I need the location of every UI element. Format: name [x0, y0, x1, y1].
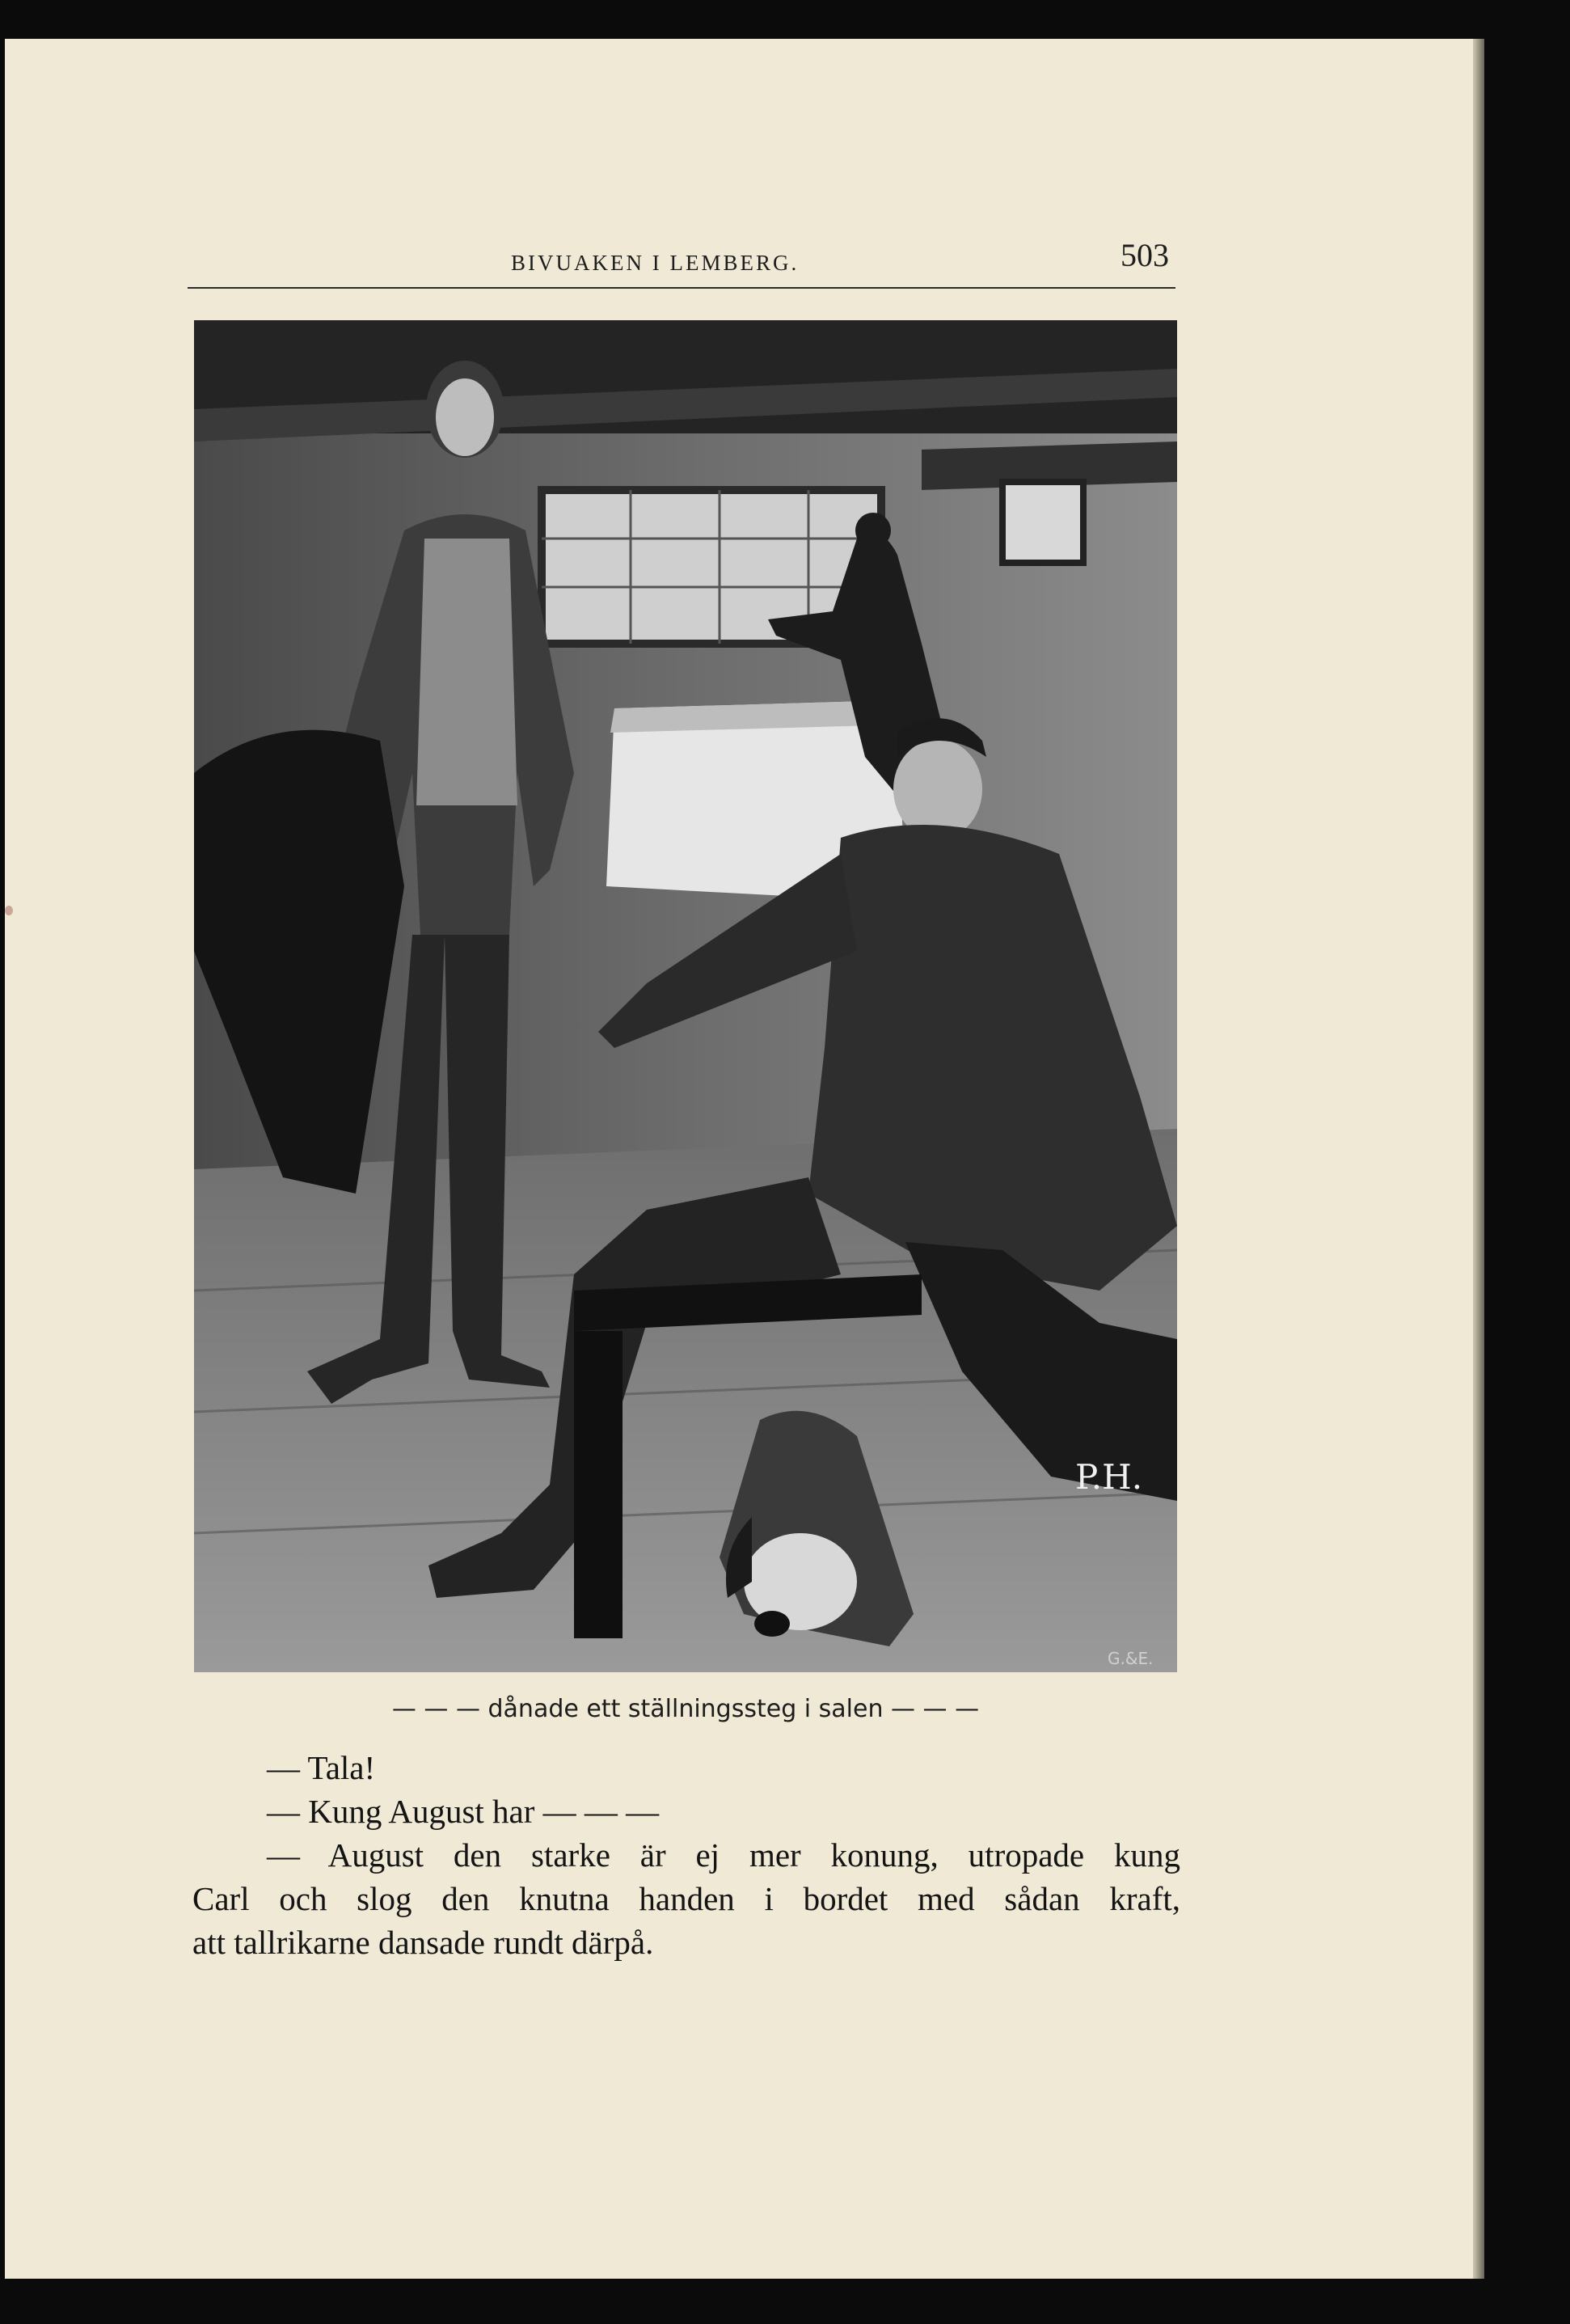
- header-rule: [188, 287, 1175, 289]
- illustration-plate: [194, 320, 1177, 1672]
- page-edge-shadow: [1473, 39, 1484, 2279]
- engraver-mark: G.&E.: [1108, 1649, 1154, 1668]
- text-line-5: att tallrikarne dansade rundt därpå.: [192, 1924, 654, 1961]
- illustration-drawing: [194, 320, 1177, 1672]
- illustration-caption: — — — dånade ett ställningssteg i salen — — —: [391, 1695, 980, 1723]
- artist-signature: P.H.: [1075, 1457, 1143, 1497]
- text-line-4: Carl och slog den knutna handen i bordet med sådan kraft,: [192, 1880, 1180, 1917]
- text-line-1: — Tala!: [267, 1749, 376, 1786]
- text-line-2: — Kung August har — — —: [267, 1793, 660, 1830]
- running-title: BIVUAKEN I LEMBERG.: [511, 251, 800, 275]
- margin-stain: [5, 906, 13, 915]
- page-number: 503: [1121, 237, 1169, 273]
- text-line-3: — August den starke är ej mer konung, utropade kung: [267, 1836, 1180, 1874]
